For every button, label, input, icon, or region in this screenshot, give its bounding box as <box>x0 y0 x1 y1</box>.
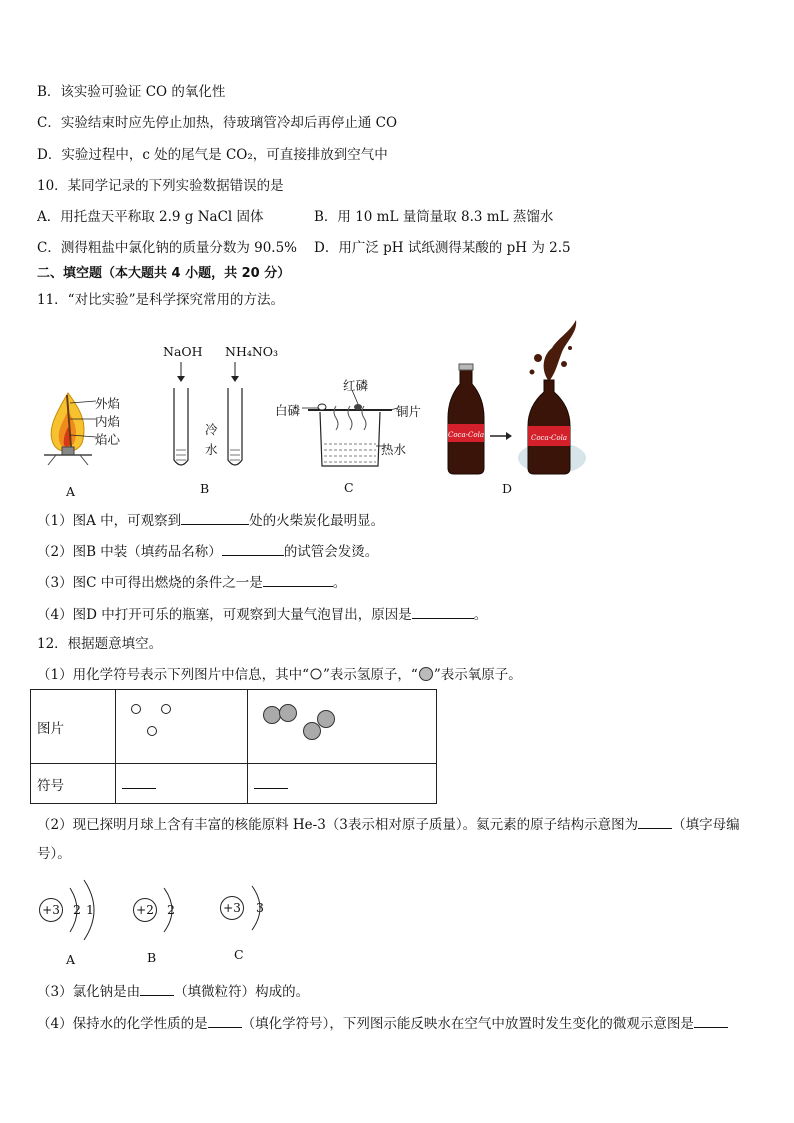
atom-a-nucleus: +3 <box>39 898 63 922</box>
flame-leader-lines <box>70 395 98 445</box>
figure-b-label: B <box>200 481 210 496</box>
table-row-header: 符号 <box>31 764 116 804</box>
cola-bottles-figure <box>440 318 590 478</box>
q10-option-b: B．用 10 mL 量筒量取 8.3 mL 蒸馏水 <box>314 209 554 225</box>
atom-c-nucleus: +3 <box>220 896 244 920</box>
atom-a-shell-2: 1 <box>86 902 94 917</box>
q11-part1: （1）图A 中，可观察到 处的火柴炭化最明显。 <box>37 510 384 530</box>
nh4no3-label: NH₄NO₃ <box>225 344 279 359</box>
naoh-label: NaOH <box>163 344 203 359</box>
figure-d-label: D <box>502 481 513 496</box>
answer-blank[interactable] <box>638 814 672 829</box>
q10-option-a: A．用托盘天平称取 2.9 g NaCl 固体 <box>37 209 264 225</box>
section-heading: 二、填空题（本大题共 4 小题，共 20 分） <box>37 266 291 281</box>
q10-option-d: D．用广泛 pH 试纸测得某酸的 pH 为 2.5 <box>314 240 571 256</box>
atom-a-shells <box>62 878 106 944</box>
hot-water-label: 热水 <box>381 442 407 457</box>
q11-part4: （4）图D 中打开可乐的瓶塞，可观察到大量气泡冒出，原因是 。 <box>37 604 487 624</box>
q9-option-c: C．实验结束时应先停止加热，待玻璃管冷却后再停止通 CO <box>37 115 398 131</box>
atom-a-label: A <box>66 952 76 967</box>
q12-part1: （1）用化学符号表示下列图片中信息，其中“ ”表示氢原子，“ ”表示氧原子。 <box>37 667 522 683</box>
symbol-table <box>30 689 437 804</box>
q12-part3: （3）氯化钠是由 （填微粒符）构成的。 <box>37 981 309 1001</box>
hydrogen-atom-icon <box>309 667 323 681</box>
answer-blank[interactable] <box>694 1013 728 1028</box>
q12-part2-cont: 号）。 <box>37 846 71 862</box>
bottle-label-right: Coca-Cola <box>530 434 568 442</box>
oxygen-atom-icon <box>418 666 434 682</box>
picture-cell-oxygen <box>248 690 437 764</box>
answer-blank[interactable] <box>254 774 288 789</box>
q11-part3: （3）图C 中可得出燃烧的条件之一是 。 <box>37 572 346 592</box>
table-row-header: 图片 <box>31 690 116 764</box>
answer-blank[interactable] <box>412 604 474 619</box>
q11-part2: （2）图B 中装（填药品名称） 的试管会发烫。 <box>37 541 378 561</box>
q10-stem: 10．某同学记录的下列实验数据错误的是 <box>37 178 284 194</box>
picture-cell-hydrogen <box>116 690 248 764</box>
combustion-figure <box>302 390 398 475</box>
figure-c-label: C <box>344 480 354 495</box>
cold-label: 冷 <box>205 422 218 437</box>
white-phosphorus-label: 白磷 <box>275 403 301 418</box>
copper-sheet-label: 铜片 <box>396 404 422 419</box>
water-label: 水 <box>205 442 218 457</box>
flame-inner-label: 内焰 <box>95 414 121 429</box>
atom-c-shells <box>244 878 274 938</box>
hydrogen-atoms-icon <box>116 695 247 755</box>
q10-option-c: C．测得粗盐中氯化钠的质量分数为 90.5% <box>37 240 298 256</box>
figure-a-label: A <box>66 484 76 499</box>
q12-part4: （4）保持水的化学性质的是 （填化学符号），下列图示能反映水在空气中放置时发生变化的微观示意图是 <box>37 1013 728 1033</box>
symbol-cell[interactable] <box>116 764 248 804</box>
q11-stem: 11．“对比实验”是科学探究常用的方法。 <box>37 292 284 308</box>
symbol-cell[interactable] <box>248 764 437 804</box>
answer-blank[interactable] <box>263 572 333 587</box>
atom-c-shell-1: 3 <box>256 900 264 915</box>
atom-b-nucleus: +2 <box>133 898 157 922</box>
q9-option-d: D．实验过程中，c 处的尾气是 CO₂，可直接排放到空气中 <box>37 147 388 163</box>
answer-blank[interactable] <box>208 1013 242 1028</box>
atom-c-label: C <box>234 947 244 962</box>
q9-option-b: B．该实验可验证 CO 的氧化性 <box>37 84 226 100</box>
atom-a-shell-1: 2 <box>73 902 81 917</box>
oxygen-molecules-icon <box>248 695 436 755</box>
atom-b-shell-1: 2 <box>167 902 175 917</box>
answer-blank[interactable] <box>181 510 249 525</box>
red-phosphorus-label: 红磷 <box>343 378 369 393</box>
atom-b-shells <box>156 880 186 940</box>
answer-blank[interactable] <box>222 541 284 556</box>
q12-part2: （2）现已探明月球上含有丰富的核能原料 He-3（3表示相对原子质量）。氦元素的原子结构示意图为 （填字母编 <box>37 814 740 834</box>
atom-b-label: B <box>147 950 157 965</box>
flame-core-label: 焰心 <box>95 432 121 447</box>
q12-stem: 12．根据题意填空。 <box>37 636 163 652</box>
bottle-label-left: Coca-Cola <box>447 431 485 439</box>
answer-blank[interactable] <box>140 981 174 996</box>
answer-blank[interactable] <box>122 774 156 789</box>
flame-outer-label: 外焰 <box>95 396 121 411</box>
